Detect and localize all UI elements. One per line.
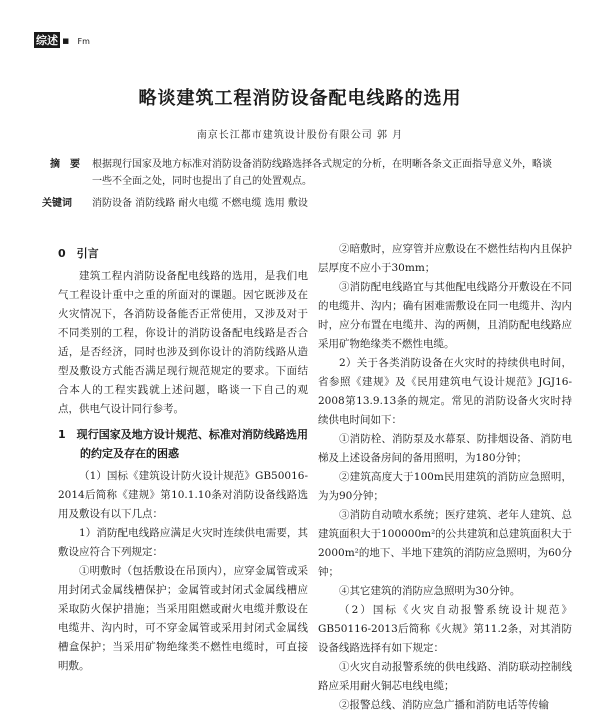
section-heading: 0 引言 xyxy=(58,247,99,260)
author-line: 南京长江都市建筑设计股份有限公司 郭 月 xyxy=(196,130,404,141)
paragraph: ①明敷时（包括敷设在吊顶内），应穿金属管或采用封闭式金属线槽保护；金属管或封闭式金属线槽应采取防火保护措施；当采用阻燃或耐火电缆并敷设在电缆井、沟内时，可不穿金属管或采用封闭式金属线槽盒保护；当采用矿物绝缘类不燃性电缆时，可直接明敷。 xyxy=(58,565,308,672)
paragraph: ①消防栓、消防泵及水幕泵、防排烟设备、消防电梯及上述设备房间的备用照明，为180分钟； xyxy=(318,433,572,464)
section-tag-block: 综述 xyxy=(36,34,58,47)
left-column xyxy=(58,240,308,676)
paragraph: 建筑工程内消防设备配电线路的选用，是我们电气工程设计重中之重的所面对的课题。因它既涉及在火灾情况下，各消防设备能否正常使用，又涉及对于不同类别的工程，你设计的消防设备配电线路是否合适，是否经济，同时也涉及到你设计的消防线路从造型及敷设方式能否满足现行规范规定的要求。下面结合本人的工程实践就上述问题，略谈一下自己的观点，供电气设计同行参考。 xyxy=(58,270,308,415)
section-heading: 1 现行国家及地方设计规范、标准对消防线路选用的约定及存在的困惑 xyxy=(58,428,308,460)
abstract xyxy=(50,156,560,190)
keywords xyxy=(42,194,560,209)
abstract-label: 摘 要 xyxy=(50,159,80,170)
paragraph: ②建筑高度大于100m民用建筑的消防应急照明，为为90分钟； xyxy=(318,471,572,502)
paragraph: （1）国标《建筑设计防火设计规范》GB50016-2014后简称《建规》第10.1.10条对消防设备线路选用及敷设有以下几点： xyxy=(58,470,308,520)
paragraph: ③消防自动喷水系统；医疗建筑、老年人建筑、总建筑面积大于100000m²的公共建筑和总建筑面积大于2000m²的地下、半地下建筑的消防应急照明，为60分钟； xyxy=(318,509,572,578)
paragraph: ③消防配电线路宜与其他配电线路分开敷设在不同的电缆井、沟内；确有困难需敷设在同一电缆井、沟内时，应分布置在电缆井、沟的两侧，且消防配电线路应采用矿物绝缘类不燃性电缆。 xyxy=(318,281,572,350)
paragraph: ①火灾自动报警系统的供电线路、消防联动控制线路应采用耐火铜芯电线电缆； xyxy=(318,661,572,692)
keywords-text: 消防设备 消防线路 耐火电缆 不燃电缆 选用 敷设 xyxy=(92,198,308,209)
paragraph: ②暗敷时，应穿管并应敷设在不燃性结构内且保护层厚度不应小于30mm； xyxy=(318,243,572,274)
keywords-label: 关键词 xyxy=(42,198,72,209)
paragraph: ④其它建筑的消防应急照明为30分钟。 xyxy=(339,585,521,597)
section-tag-small: Fm xyxy=(77,37,90,46)
section-tag-mark: ▪ xyxy=(62,34,70,47)
paragraph: 1）消防配电线路应满足火灾时连续供电需要，其敷设应符合下列规定： xyxy=(58,527,308,558)
abstract-text: 根据现行国家及地方标准对消防设备消防线路选择各式规定的分析，在明晰各条文正面指导意义外，略谈一些不全面之处，同时也提出了自己的处置观点。 xyxy=(92,159,552,187)
page-title: 略谈建筑工程消防设备配电线路的选用 xyxy=(138,88,462,109)
paragraph: 2）关于各类消防设备在火灾时的持续供电时间，省参照《建规》及《民用建筑电气设计规范》JGJ16-2008第13.9.13条的规定。常见的消防设备火灾时持续供电时间如下： xyxy=(318,357,572,426)
section-tag xyxy=(34,32,90,48)
right-column xyxy=(318,240,572,715)
paragraph: （2）国标《火灾自动报警系统设计规范》GB50116-2013后简称《火规》第11.2条，对其消防设备线路选择有如下规定： xyxy=(318,604,572,654)
paragraph: ②报警总线、消防应急广播和消防电话等传输 xyxy=(339,699,549,711)
